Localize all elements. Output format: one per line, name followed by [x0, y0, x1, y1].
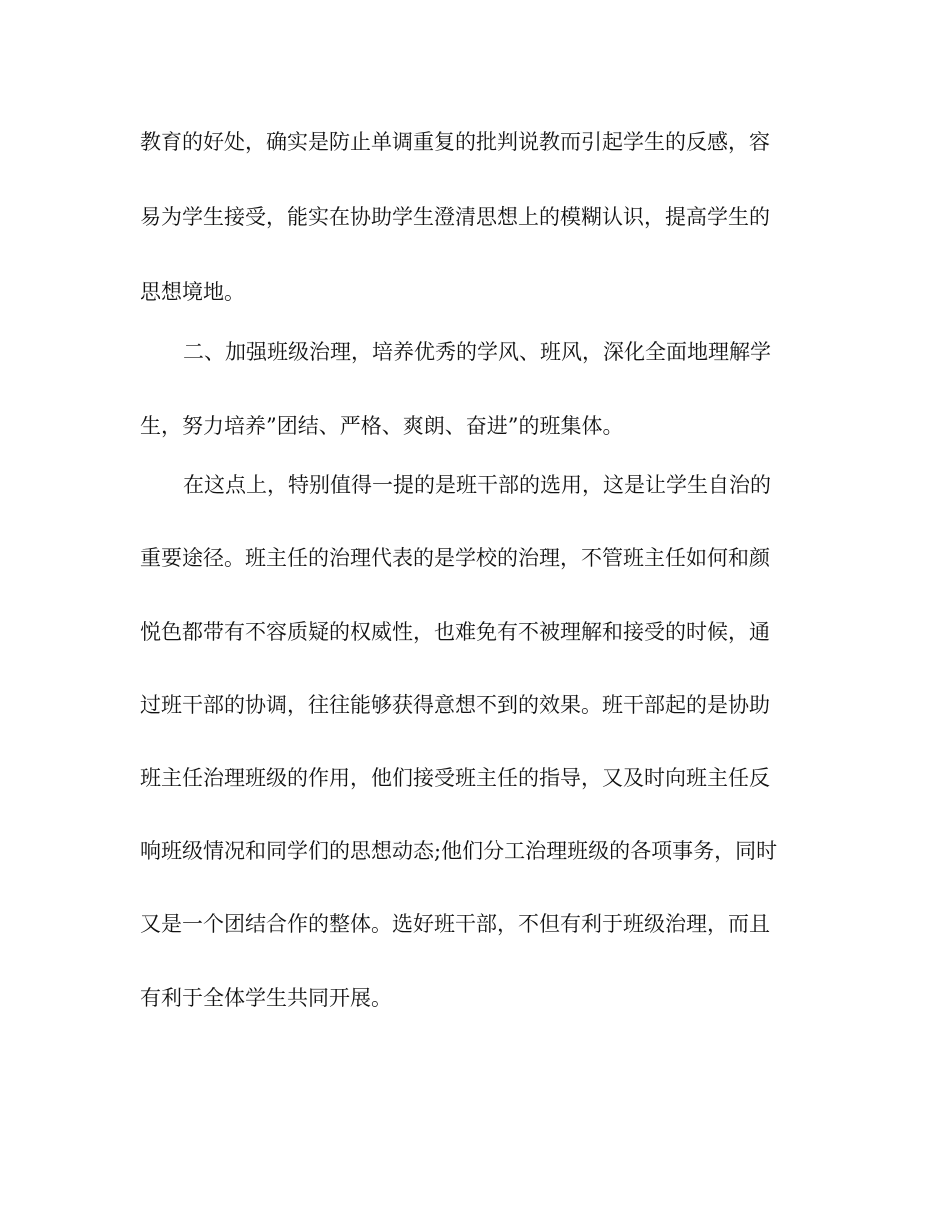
paragraph-3-line-7: 又是一个团结合作的整体。选好班干部，不但有利于班级治理，而且 [140, 912, 770, 936]
paragraph-3-line-4: 过班干部的协调，往往能够获得意想不到的效果。班干部起的是协助 [140, 693, 770, 717]
paragraph-2-line-1: 二、加强班级治理，培养优秀的学风、班风，深化全面地理解学 [183, 340, 771, 364]
paragraph-1-line-1: 教育的好处，确实是防止单调重复的批判说教而引起学生的反感，容 [140, 130, 770, 154]
paragraph-1-line-3: 思想境地。 [140, 280, 245, 304]
paragraph-1-line-2: 易为学生接受，能实在协助学生澄清思想上的模糊认识，提高学生的 [140, 205, 770, 229]
paragraph-3-line-5: 班主任治理班级的作用，他们接受班主任的指导，又及时向班主任反 [140, 766, 770, 790]
paragraph-3-line-2: 重要途径。班主任的治理代表的是学校的治理，不管班主任如何和颜 [140, 546, 770, 570]
paragraph-3-line-3: 悦色都带有不容质疑的权威性，也难免有不被理解和接受的时候，通 [140, 620, 770, 644]
paragraph-3-line-8: 有利于全体学生共同开展。 [140, 986, 392, 1010]
paragraph-2-line-2: 生，努力培养”团结、严格、爽朗、奋进”的班集体。 [140, 414, 624, 438]
paragraph-3-line-6: 响班级情况和同学们的思想动态;他们分工治理班级的各项事务，同时 [140, 839, 778, 863]
paragraph-3-line-1: 在这点上，特别值得一提的是班干部的选用，这是让学生自治的 [183, 473, 771, 497]
